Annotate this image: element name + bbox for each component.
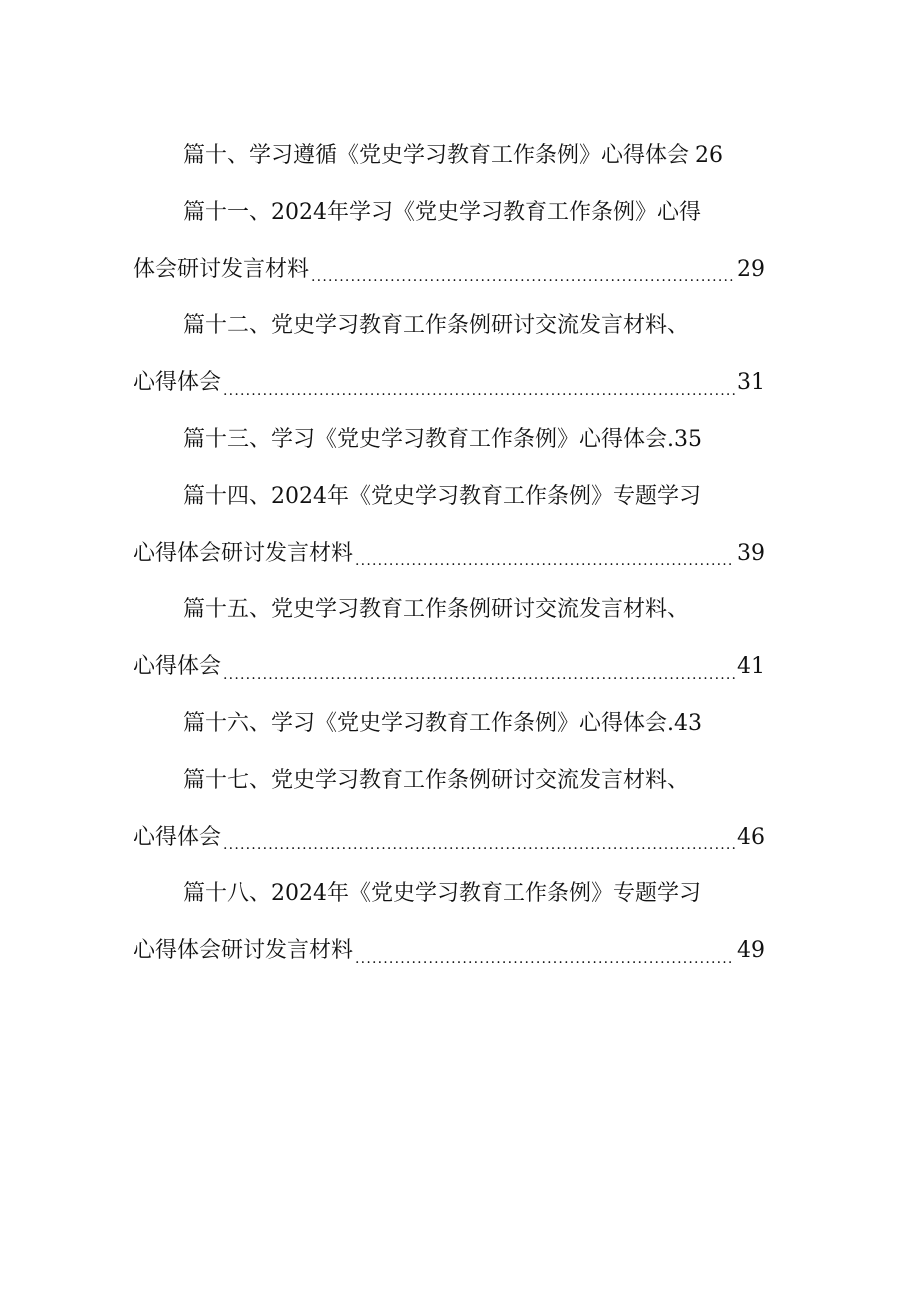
toc-line[interactable] <box>133 810 765 867</box>
toc-line[interactable] <box>133 298 765 355</box>
toc-page-number: 26 <box>695 143 724 168</box>
toc-page-number: 41 <box>737 654 765 680</box>
toc-line[interactable] <box>133 923 765 980</box>
toc-entry-text: 篇十三、学习《党史学习教育工作条例》心得体会. <box>183 426 674 452</box>
toc-page-number: 49 <box>737 938 765 964</box>
toc-entry-text: 心得体会 <box>133 654 222 680</box>
toc-entry-text: 篇十八、2024年《党史学习教育工作条例》专题学习 <box>183 881 701 907</box>
toc-page-number: 35 <box>674 426 702 452</box>
toc-line[interactable] <box>133 355 765 412</box>
dot-leader <box>355 526 735 583</box>
dot-leader <box>311 242 735 299</box>
toc-line[interactable] <box>133 696 765 753</box>
toc-entry-text: 心得体会 <box>133 370 222 396</box>
toc-entry-text: 篇十六、学习《党史学习教育工作条例》心得体会. <box>183 710 674 736</box>
toc-line[interactable] <box>133 128 765 185</box>
toc-line[interactable] <box>133 242 765 299</box>
toc-line[interactable] <box>133 185 765 242</box>
toc-entry-text: 篇十、学习遵循《党史学习教育工作条例》心得体会 <box>183 143 690 168</box>
toc-entry-text: 心得体会 <box>133 824 222 850</box>
dot-leader <box>223 355 735 412</box>
toc-line[interactable] <box>133 582 765 639</box>
toc-line[interactable] <box>133 639 765 696</box>
toc-page-number: 46 <box>737 824 765 850</box>
toc-entry-text: 体会研讨发言材料 <box>133 256 310 282</box>
dot-leader <box>355 923 735 980</box>
toc-entry-text: 篇十七、党史学习教育工作条例研讨交流发言材料、 <box>183 767 690 793</box>
toc-entry-text: 篇十一、2024年学习《党史学习教育工作条例》心得 <box>183 199 701 225</box>
toc-line[interactable] <box>133 469 765 526</box>
toc-entry-text: 心得体会研讨发言材料 <box>133 938 354 964</box>
toc-entry-text: 篇十四、2024年《党史学习教育工作条例》专题学习 <box>183 483 701 509</box>
dot-leader <box>223 810 735 867</box>
table-of-contents <box>133 128 765 980</box>
toc-page-number: 31 <box>737 370 765 396</box>
toc-entry-text: 心得体会研讨发言材料 <box>133 540 354 566</box>
toc-page-number: 29 <box>737 256 765 282</box>
dot-leader <box>223 639 735 696</box>
toc-page-number: 39 <box>737 540 765 566</box>
toc-entry-text: 篇十五、党史学习教育工作条例研讨交流发言材料、 <box>183 597 690 623</box>
toc-line[interactable] <box>133 866 765 923</box>
toc-entry-text: 篇十二、党史学习教育工作条例研讨交流发言材料、 <box>183 313 690 339</box>
toc-line[interactable] <box>133 412 765 469</box>
toc-line[interactable] <box>133 753 765 810</box>
toc-page-number: 43 <box>674 710 702 736</box>
toc-line[interactable] <box>133 526 765 583</box>
